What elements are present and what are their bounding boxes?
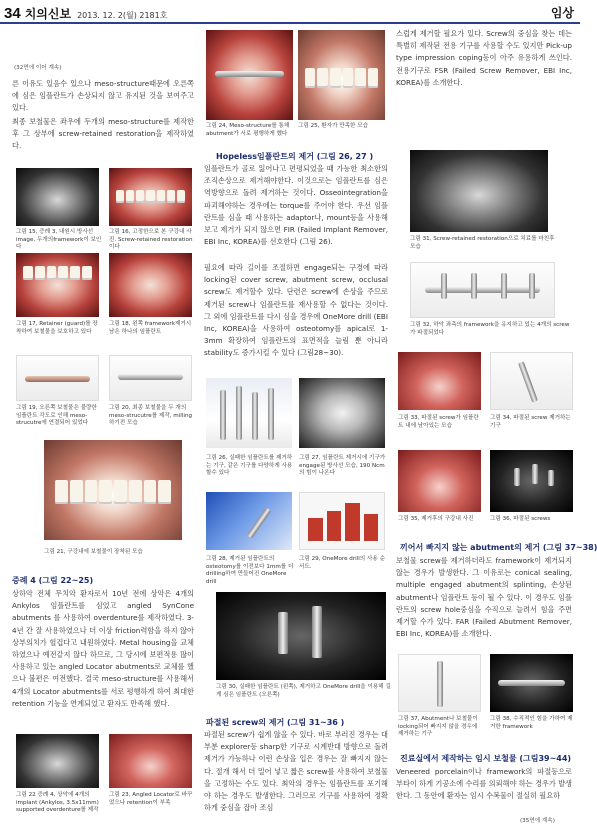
figure-24-photo <box>206 30 293 120</box>
figure-20-photo <box>109 355 192 401</box>
col1-paragraph-2: 최종 보철물은 좌우에 두개의 meso-structure를 제작한후 그 상부에 screw-retained restoration을 제작하였다. <box>12 117 194 151</box>
col1-paragraph-1: 른 이유도 있음수 있으나 meso-structure때문에 오른쪽에 심은 임플란트가 손상되지 않고 유지된 것을 보여주고 있다. <box>12 79 194 113</box>
figure-24-caption: 그림 24, Meso-structure를 통해 abutment가 서로 평행하게 했다 <box>206 123 290 137</box>
figure-27-xray <box>299 378 385 448</box>
figure-18-caption: 그림 18, 왼쪽 framework제거시 남은 하나의 임플란트 <box>109 321 192 335</box>
figure-31-xray <box>410 150 548 232</box>
figure-25-caption: 그림 25, 환자가 만족한 모습 <box>298 123 369 129</box>
figure-15-xray <box>16 168 99 226</box>
figure-25-photo <box>298 30 385 120</box>
col2-paragraph-1: 임플란트가 골로 잃어나고 편평되었을 때 가능한 최소한의 조직손상으로 제거해야한다. 이것으로는 임플란트를 심은 역방향으로 돌려 제거하는 것이다. Osseointegration을 파괴해야하는 경우에는 torque를 주어야 한다. 우선 임플란트를 심을 때 사용하는 adaptor나, mount등을 사용해 보고 제거가 되지 않으면 FIR (Failed Implant Remover, EBI Inc, KOREA)를 선호한다 (그림 26). <box>204 164 388 247</box>
figure-15-caption: 그림 15, 증례 3, 내원시 방사선 image, 두개의framework이 보인다 <box>16 229 102 250</box>
masthead-rule <box>0 22 580 24</box>
figure-28-photo <box>206 492 292 550</box>
figure-16-caption: 그림 16, 고정한으로 본 구강내 사진. Screw-retained restoration이다 <box>109 229 193 250</box>
continued-from-note: (32면에 이어 계속) <box>14 65 62 71</box>
figure-29-diagram <box>299 492 385 550</box>
continued-to-note: (35면에 계속) <box>520 818 555 824</box>
temporary-prosthesis-heading: 진료실에서 제작하는 임시 보철물 (그림39~44) <box>400 754 572 763</box>
figure-34-photo <box>490 352 573 410</box>
figure-34-caption: 그림 34, 파절된 screw 제거하는 기구 <box>490 415 571 429</box>
col3-paragraph-2: 보철물 screw를 제거하더라도 framework이 제거되지 않는 경우가 발생한다. 그 이유로는 conical sealing, multiple engaged abutment의 splinting, 손상된 abutment나 임플란트 등이 될 수 있다. 이 경우도 임플란트의 screw hole중심을 수직으로 늘려서 힘을 주면 제거할 수가 있다. FAR (Failed Abutment Remover, EBI Inc, KOREA)를 소개한다. <box>396 556 572 639</box>
figure-32-photo <box>410 262 555 318</box>
figure-26-caption: 그림 26, 실패한 임플란트를 제거하는 기구, 같은 기구를 다양하게 사용할수 있다 <box>206 455 293 476</box>
figure-29-caption: 그림 29, OneMore drill의 사용 순서도. <box>299 556 385 570</box>
figure-23-photo <box>109 734 192 788</box>
figure-38-photo <box>490 654 573 712</box>
col1-paragraph-3: 상하악 전체 무치악 환자로서 10년 전에 상악은 4개의 Ankylos 임플란트를 심었고 angled SynCone abutments 를 사용하여 overdenture를 제작하였다. 3-4년 간 잘 사용하였으나 더 이상 friction력함을 하지 않아 상부의치가 헐겁다고 내원하였다. Metal housing을 교체하였으나 예전같지 않다 하므로, 그 당시에 보편적용 많이 사용하고 있는 angled Locator abutments로 교체를 했으나 불편은 여전했다. 결국 meso-structure를 사용해서 4개의 Locator abutments를 서로 평행하게 하여 최대한 retention 기능을 연계되었고 환자도 만족해 했다. <box>12 589 194 708</box>
col2-paragraph-3: 파절된 screw가 쉽게 않을 수 있다. 바로 부러진 경우는 대부분 explorer등 sharp한 기구로 시계반대 방향으로 돌려 제거가 가능하나 이런 손상을 입은 경우는 잘 빠지지 않는다. 절개 해서 더 밀어 넣고 짧은 screw를 사용하여 보철물을 고정하는 수도 있다. 최악의 경우는 임플란트를 포기해야 하는 경우도 발생한다. 그러므로 기구를 사용하여 정확하게 중심을 잡아 조심 <box>204 730 388 813</box>
figure-37-caption: 그림 37, Abutment나 보철물이 locking되어 빠지지 않을 경우에 제거하는 기구 <box>398 716 478 737</box>
fractured-screw-heading: 파절된 screw의 제거 (그림 31~36 ) <box>206 718 345 727</box>
figure-32-caption: 그림 32, 하악 좌측의 framework을 유지하고 있는 4개의 screw가 파절되었다 <box>410 322 570 336</box>
figure-23-caption: 그림 23, Angled Locator로 바꾸었으나 retention이 부족 <box>109 792 193 806</box>
figure-16-photo <box>109 168 192 226</box>
figure-19-caption: 그림 19, 오른쪽 보철물은 불량한 임플란트 각도로 인해 meso-strucutre에 연결되어 있었다 <box>16 405 97 426</box>
issue-date: 2013. 12. 2(월) 2181호 <box>77 11 168 20</box>
figure-35-photo <box>398 450 481 512</box>
figure-30-xray <box>216 592 386 680</box>
figure-33-caption: 그림 33, 파절된 screw가 임플란트 내에 남아있는 모습 <box>398 415 479 429</box>
paper-name: 치의신보 <box>24 7 72 21</box>
col3-paragraph-3: Veneered porcelain이나 framework의 파절등으로 부타이 하게 기공소에 수리를 의뢰해야 하는 경우가 발생한다. 그 동안에 환자는 임시 수복물이 절실히 필요하 <box>396 767 572 801</box>
case-4-heading: 증례 4 (그림 22~25) <box>12 576 94 585</box>
figure-17-photo <box>16 253 99 317</box>
figure-21-caption: 그림 21, 구강내에 보철물이 장착된 모습 <box>44 549 143 555</box>
figure-27-caption: 그림 27, 임플란트 제거시에 기구가 engage된 방사선 모습, 190 Ncm의 힘이 나온다 <box>299 455 386 476</box>
figure-37-photo <box>398 654 481 712</box>
figure-26-photo <box>206 378 292 448</box>
page-number: 34 <box>4 5 21 22</box>
figure-30-caption: 그림 30, 실패한 임플란트 (왼쪽), 제거하고 OneMore drill을 이용해 길게 심은 임플란트 (오른쪽) <box>216 684 391 698</box>
figure-33-photo <box>398 352 481 410</box>
figure-28-caption: 그림 28, 제거된 임플란트의 osteotomy를 이전보다 1mm를 더 drilling하여 만들어진 OneMore drill <box>206 556 294 585</box>
figure-21-photo <box>44 440 182 540</box>
col3-paragraph-1: 스럽게 제거할 필요가 있다. Screw의 중심을 찾는 데는 특별히 제작된 전용 기구를 사용할 수도 있지만 Pick-up type impression coping등이 아주 유용하게 쓰인다. 전용기구로 FSR (Failed Screw Remover, EBI Inc, KOREA)를 소개한다. <box>396 29 572 87</box>
figure-20-caption: 그림 20, 최종 보철물을 두 개의 meso-strucutre를 제작, milling하기전 모습 <box>109 405 193 426</box>
figure-19-photo <box>16 355 99 401</box>
section-label: 임상 <box>550 6 574 20</box>
figure-36-photo <box>490 450 573 512</box>
figure-22-xray <box>16 734 99 788</box>
figure-36-caption: 그림 36, 파절된 screws <box>490 516 551 522</box>
figure-38-caption: 그림 38, 수직적인 힘을 가하여 제거한 framework <box>490 716 573 730</box>
figure-35-caption: 그림 35, 제거후의 구강내 사진 <box>398 516 474 522</box>
figure-31-caption: 그림 31, Screw-retained restoration으로 치료를 마친후 모습 <box>410 236 555 250</box>
hopeless-implant-heading: Hopeless임플란트의 제거 (그림 26, 27 ) <box>216 152 374 161</box>
figure-18-photo <box>109 253 192 317</box>
stuck-abutment-heading: 끼어서 빠지지 않는 abutment의 제거 (그림 37~38) <box>400 543 597 552</box>
figure-22-caption: 그림 22 증례 4, 상악에 4개의 implant (Ankylos, 3.5x11mm) supported overdenture를 제작 <box>16 792 99 813</box>
masthead <box>0 0 580 22</box>
col2-paragraph-2: 필요에 따라 길이를 조절하면 engage되는 구경에 따라 locking된 cover screw, abutment screw, occlusal screw도 제거할수 있다. 단련은 screw에 손상을 주므로 제거된 screw나 임플란트를 재사용할 수 없다는 것이다. 그 외에 임플란트를 다시 심을 경우에 OneMore drill (EBI Inc, KOREA)을 사용하여 osteotomy를 apical로 1-3mm 확장하여 임플란트의 표면적을 늘림 뿐 아니라 stability도 증가시킬 수 있다 (그림28~30). <box>204 263 388 358</box>
figure-17-caption: 그림 17, Retainer (guard)를 장착하여 보철물을 보호하고 있다 <box>16 321 98 335</box>
